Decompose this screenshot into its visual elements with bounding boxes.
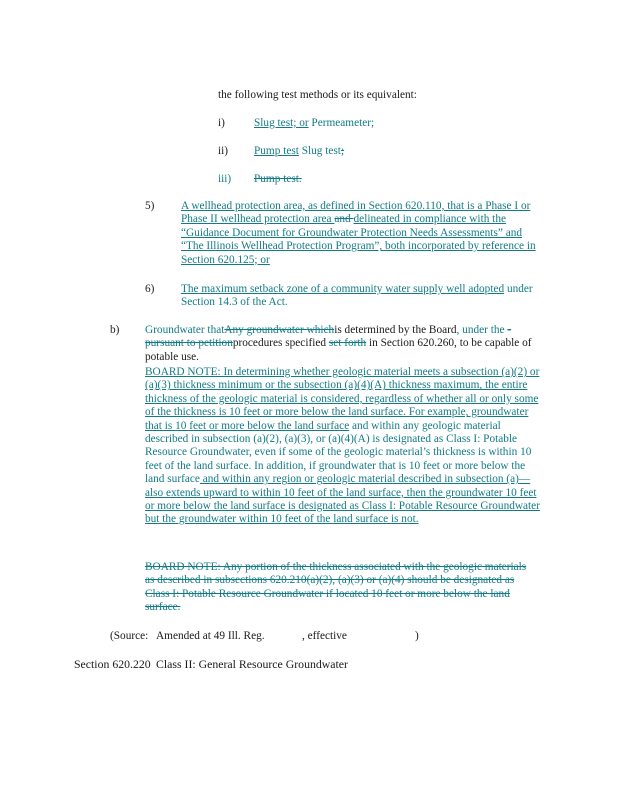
list-text — [254, 117, 374, 130]
text-segment-del: . — [298, 173, 302, 185]
text-segment-blk: is determined by the Board — [334, 324, 457, 336]
text-segment-ins: The maximum setback zone of a community water supply well adopted — [181, 283, 505, 295]
text-segment-del: - pursuant to petition — [145, 324, 512, 350]
text-segment-ins: A wellhead protection area, as defined in Section 620.110, that is a Phase I or Phase II wellhead protection area — [181, 200, 531, 226]
source-effective: , effective — [302, 630, 347, 642]
list-number: ii) — [218, 145, 229, 157]
text-segment-tl: Slug test — [298, 145, 341, 157]
text-segment-ins: and within any region or geologic material described in subsection (a)—also extends upward to within 10 feet of the land surface, then the groundwater 10 feet or more below the land surface is designated as Class I: Potable Resource Groundwater but the groundwater within 10 feet of the land surface is not. — [145, 473, 540, 526]
source-note — [110, 630, 430, 644]
item-5-text — [181, 200, 543, 267]
text-segment-tl: under Section 14.3 of the Act. — [181, 283, 533, 309]
item-number: 6) — [145, 283, 155, 295]
section-heading — [74, 658, 414, 672]
text-segment-tl: Permeameter; — [308, 117, 375, 129]
intro-text: the following test methods or its equivalent: — [218, 89, 417, 101]
text-segment-tl: and within any geologic material described in subsection (a)(2), (a)(3), or (a)(4)(A) is designated as Class I: Potable Resource Groundwater, even if some of the geologic material’s thickness is within 10 feet of the land surface. In addition, if groundwater that is 10 feet or more below the land surface — [145, 419, 532, 486]
source-close: ) — [415, 630, 419, 642]
list-number: iii) — [218, 173, 232, 185]
intro-line — [218, 89, 558, 102]
text-segment-tl: , under the — [456, 324, 508, 336]
text-segment-del: set forth — [328, 337, 367, 350]
section-title: Class II: General Resource Groundwater — [156, 657, 348, 671]
text-segment-del: Any groundwater which — [224, 324, 335, 336]
text-segment-blk: in Section 620.260, to be capable of potable use. — [145, 337, 532, 363]
item-number: b) — [110, 324, 120, 336]
text-segment-del: ; — [340, 145, 345, 157]
text-segment-blk: procedures specified — [232, 337, 329, 350]
text-segment-del: Pump test — [254, 173, 299, 185]
list-text — [254, 145, 344, 158]
source-open: (Source: — [110, 630, 149, 642]
text-segment-tl: Groundwater that — [145, 324, 225, 336]
board-note-1 — [145, 366, 545, 527]
text-segment-ins: Pump test — [254, 145, 299, 157]
text-segment-del: BOARD NOTE: Any portion of the thickness associated with the geologic materials as described in subsections 620.210(a)(2), (a)(3) or (a)(4) should be designated as Class I: Potable Resource Groundwater if located 10 feet or more below the land surface. — [145, 561, 527, 614]
item-b-text — [145, 324, 545, 364]
source-amended: Amended at 49 Ill. Reg. — [156, 630, 265, 642]
text-segment-ins: delineated in compliance with the “Guidance Document for Groundwater Protection Needs Assessments” and “The Illinois Wellhead Protection Program”, both incorporated by reference in Section 620.125; or — [181, 213, 536, 266]
text-segment-del: and — [334, 213, 354, 226]
list-text — [254, 173, 302, 186]
item-number: 5) — [145, 200, 155, 212]
board-note-2 — [145, 561, 537, 615]
text-segment-ins: BOARD NOTE: In determining whether geologic material meets a subsection (a)(2) or (a)(3) thickness minimum or the subsection (a)(4)(A) thickness maximum, the entire thickness of the geologic material is considered, regardless of whether all or only some of the thickness is 10 feet or more below the land surface. For example, groundwater that is 10 feet or more below the land surface — [145, 366, 540, 432]
list-number: i) — [218, 117, 225, 129]
item-6-text — [181, 283, 543, 310]
section-number: Section 620.220 — [74, 657, 151, 671]
text-segment-ins: Slug test; or — [254, 117, 309, 129]
